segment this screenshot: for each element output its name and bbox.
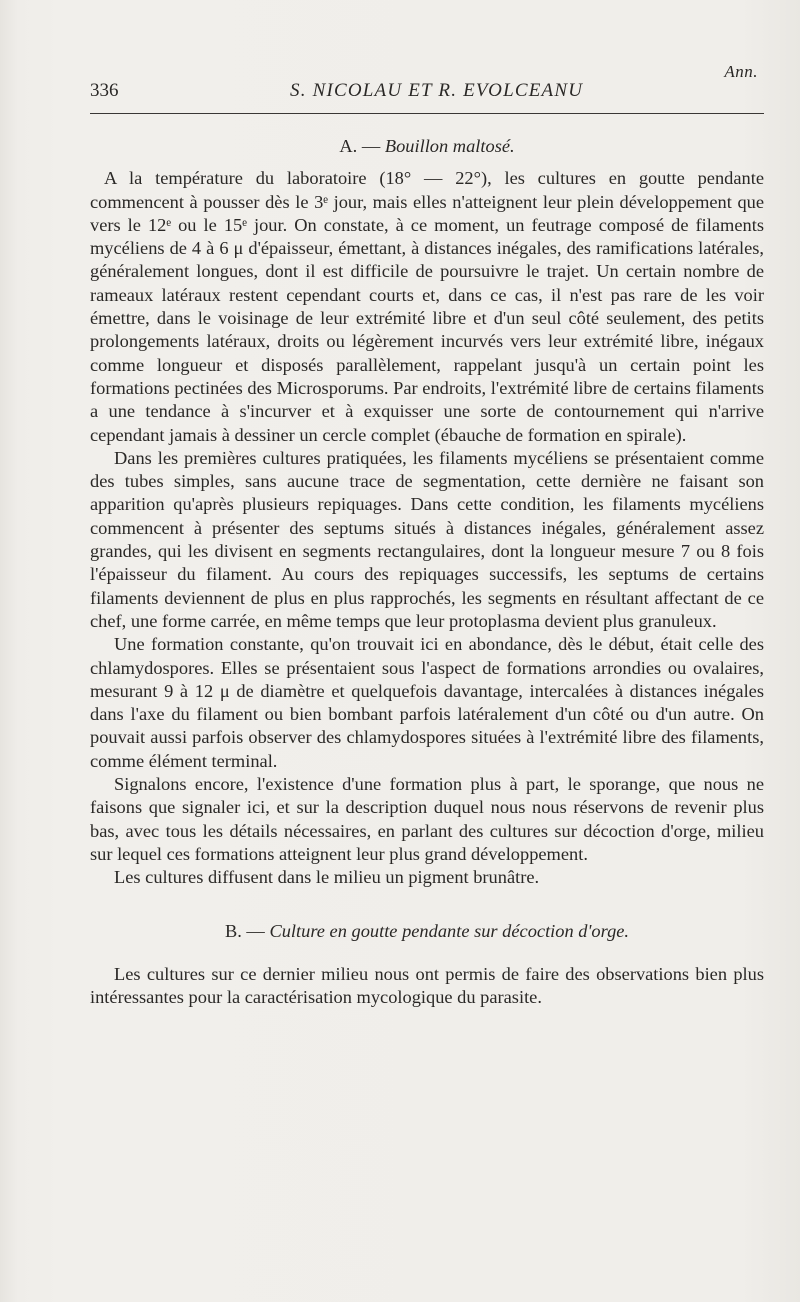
paragraph: A la température du laboratoire (18° — 22°), les cultures en goutte pendante commencent à pousser dès le 3ᵉ jour, mais elles n'atteignent leur plein développement que vers le 12ᵉ ou le 15ᵉ jour. On constate, à ce moment, un feutrage composé de filaments mycéliens de 4 à 6 μ d'épaisseur, émettant, à distances inégales, des ramifications latérales, généralement longues, dont il est difficile de poursuivre le trajet. Un certain nombre de rameaux latéraux restent cependant courts et, dans ce cas, il n'est pas rare de les voir émettre, dans le voisinage de leur extrémité libre et d'un seul côté seulement, des petits prolongements latéraux, droits ou légèrement incurvés vers leur extrémité libre, inégaux comme longueur et disposés parallèlement, rappelant jusqu'à un certain point les formations pectinées des Microsporums. Par endroits, l'extrémité libre de certains filaments a une tendance à s'incurver et à exquisser une sorte de contournement qui n'arrive cependant jamais à dessiner un cercle complet (ébauche de formation en spirale). bbox=[90, 168, 764, 445]
article-body bbox=[90, 135, 764, 1009]
section-b-label: B. — bbox=[224, 920, 265, 941]
paragraph: Les cultures sur ce dernier milieu nous ont permis de faire des observations bien plus intéressantes pour la caractérisation mycologique du parasite. bbox=[90, 963, 764, 1008]
page-number: 336 bbox=[90, 80, 119, 101]
section-b-title: Culture en goutte pendante sur décoction d'orge. bbox=[269, 920, 630, 941]
paragraph: Les cultures diffusent dans le milieu un pigment brunâtre. bbox=[114, 867, 540, 888]
paragraph: Une formation constante, qu'on trouvait ici en abondance, dès le début, était celle des chlamydospores. Elles se présentaient sous l'aspect de formations arrondies ou ovalaires, mesurant 9 à 12 μ de diamètre et quelquefois davantage, intercalées à distances inégales dans l'axe du filament ou bien bombant parfois latéralement d'un côté ou d'un autre. On pouvait aussi parfois observer des chlamydospores situées à l'extrémité libre des filaments, comme élément terminal. bbox=[90, 634, 764, 771]
running-head: S. NICOLAU ET R. EVOLCEANU bbox=[290, 80, 584, 101]
header-rule bbox=[90, 113, 764, 114]
section-b-heading bbox=[90, 920, 764, 943]
paragraph: Dans les premières cultures pratiquées, les filaments mycéliens se présentaient comme des tubes simples, sans aucune trace de segmentation, cette dernière ne faisant son apparition qu'après plusieurs repiquages. Dans cette condition, les filaments mycéliens commencent à présenter des septums situés à distances inégales, généralement assez grandes, qui les divisent en segments rectangulaires, dont la longueur mesure 7 ou 8 fois l'épaisseur du filament. Au cours des repiquages successifs, les septums de certains filaments deviennent de plus en plus rapprochés, les segments en résultant affectant de ce chef, une forme carrée, en même temps que leur protoplasma devient plus granuleux. bbox=[90, 447, 764, 631]
paragraph: Signalons encore, l'existence d'une formation plus à part, le sporange, que nous ne faisons que signaler ici, et sur la description duquel nous nous réservons de revenir plus bas, avec tous les détails nécessaires, en parlant des cultures sur décoction d'orge, milieu sur lequel ces formations atteignent leur plus grand développement. bbox=[90, 774, 764, 864]
section-a-heading bbox=[90, 135, 764, 158]
section-a-label: A. — bbox=[339, 136, 381, 156]
page-header bbox=[90, 80, 764, 106]
journal-abbreviation: Ann. bbox=[724, 62, 758, 81]
section-a-title: Bouillon maltosé. bbox=[384, 136, 515, 156]
